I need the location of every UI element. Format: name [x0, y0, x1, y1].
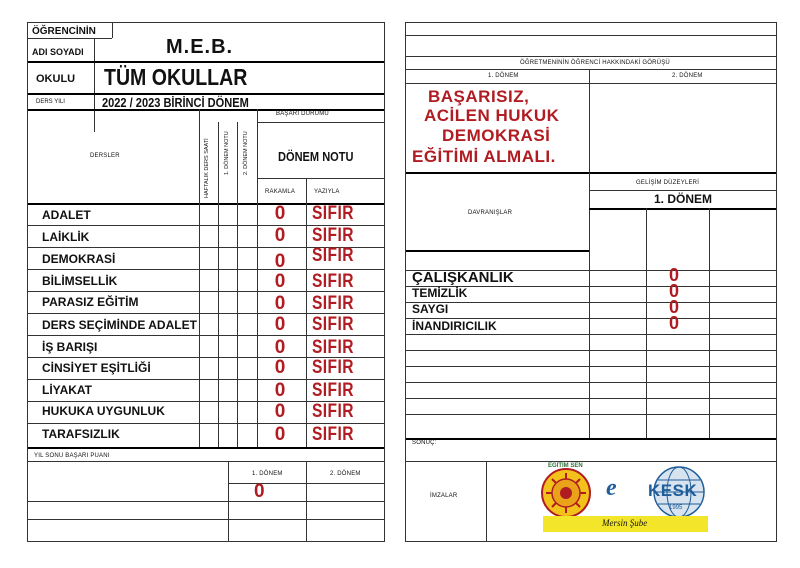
birinci-donem-notu-header: 1. DÖNEM NOTU — [224, 131, 230, 175]
divider — [406, 56, 776, 57]
adi-soyadi-label: ADI SOYADI — [32, 47, 84, 57]
divider — [406, 172, 776, 174]
course-yaziyla: SIFIR — [312, 203, 354, 224]
course-yaziyla: SIFIR — [312, 424, 354, 445]
course-rakamla: 0 — [274, 251, 286, 272]
course-rakamla: 0 — [274, 293, 286, 314]
course-name: LAİKLİK — [42, 230, 90, 244]
divider — [28, 461, 384, 462]
row-line — [406, 302, 776, 303]
course-rakamla: 0 — [274, 225, 286, 246]
row-line — [406, 414, 776, 415]
course-rakamla: 0 — [274, 401, 286, 422]
divider — [28, 519, 384, 520]
course-yaziyla: SIFIR — [312, 293, 354, 314]
divider — [257, 122, 384, 123]
divider — [646, 208, 647, 438]
row-line — [28, 447, 384, 449]
footer-ikinci-donem: 2. DÖNEM — [330, 471, 361, 477]
mersin-sube-text: Mersin Şube — [602, 518, 648, 528]
row-line — [406, 350, 776, 351]
behavior-value: 0 — [668, 297, 679, 317]
egitim-sen-logo-text: EĞİTİM SEN — [548, 463, 583, 469]
divider — [94, 38, 95, 132]
divider — [257, 178, 384, 179]
course-rakamla: 0 — [274, 380, 286, 401]
divider — [237, 122, 238, 447]
ders-yili-value: 2022 / 2023 BİRİNCİ DÖNEM — [102, 95, 249, 110]
imzalar-label: İMZALAR — [430, 493, 458, 499]
behavior-name: SAYGI — [412, 302, 449, 316]
gorus-birinci-donem: 1. DÖNEM — [488, 73, 519, 79]
course-yaziyla: SIFIR — [312, 357, 354, 378]
row-line — [28, 269, 384, 270]
divider — [589, 208, 776, 210]
divider — [28, 61, 384, 63]
divider — [486, 461, 487, 541]
kesk-logo-text: KESK — [648, 481, 698, 500]
divider — [406, 35, 776, 36]
davranislar-header: DAVRANIŞLAR — [468, 210, 513, 216]
course-rakamla: 0 — [274, 314, 286, 335]
gorus-line: DEMOKRASİ — [442, 126, 551, 145]
course-rakamla: 0 — [274, 271, 286, 292]
course-name: TARAFSIZLIK — [42, 427, 120, 441]
ogretmen-gorusu-header: ÖĞRETMENİNİN ÖĞRENCİ HAKKINDAKİ GÖRÜŞÜ — [520, 60, 670, 66]
behavior-value: 0 — [668, 265, 679, 285]
row-line — [406, 334, 776, 335]
course-name: HUKUKA UYGUNLUK — [42, 404, 165, 418]
divider — [228, 483, 384, 484]
row-line — [406, 398, 776, 399]
row-line — [406, 438, 776, 440]
divider — [406, 83, 776, 84]
course-yaziyla: SIFIR — [312, 314, 354, 335]
course-rakamla: 0 — [274, 357, 286, 378]
course-rakamla: 0 — [274, 337, 286, 358]
divider — [406, 461, 776, 462]
yil-sonu-value: 0 — [254, 481, 265, 502]
course-yaziyla: SIFIR — [312, 271, 354, 292]
sonuc-label: SONUÇ: — [412, 440, 437, 446]
gorus-line: EĞİTİMİ ALMALI. — [412, 147, 556, 166]
divider — [589, 69, 590, 172]
course-rakamla: 0 — [274, 203, 286, 224]
behavior-value: 0 — [668, 313, 679, 333]
course-name: DERS SEÇİMİNDE ADALET — [42, 318, 197, 332]
course-yaziyla: SIFIR — [312, 337, 354, 358]
dersler-header: DERSLER — [90, 153, 120, 159]
course-name: BİLİMSELLİK — [42, 274, 118, 288]
basari-durumu-label: BAŞARI DURUMU — [276, 111, 329, 117]
report-card-front — [27, 22, 385, 542]
divider — [199, 109, 200, 447]
course-yaziyla: SIFIR — [312, 380, 354, 401]
yil-sonu-basari-puani-label: YIL SONU BAŞARI PUANI — [34, 453, 110, 459]
divider — [28, 38, 112, 39]
gelisim-duzeyleri-header: GELİŞİM DÜZEYLERİ — [636, 180, 700, 186]
donem-notu-header: DÖNEM NOTU — [278, 149, 354, 164]
divider — [28, 501, 384, 502]
report-card-back — [405, 22, 777, 542]
divider — [406, 250, 589, 252]
course-yaziyla: SIFIR — [312, 225, 354, 246]
course-rakamla: 0 — [274, 424, 286, 445]
okulu-value: TÜM OKULLAR — [104, 64, 248, 90]
divider — [28, 109, 384, 111]
course-yaziyla: SIFIR — [312, 245, 354, 266]
row-line — [406, 382, 776, 383]
behavior-value: 0 — [668, 281, 679, 301]
kesk-globe-icon — [648, 465, 706, 519]
course-name: CİNSİYET EŞİTLİĞİ — [42, 361, 151, 375]
ogrencinin-label: ÖĞRENCİNİN — [32, 26, 96, 37]
gorus-line: ACİLEN HUKUK — [424, 106, 560, 125]
row-line — [406, 366, 776, 367]
egitim-sen-logo — [540, 463, 592, 523]
ikinci-donem-notu-header: 2. DÖNEM NOTU — [243, 131, 249, 175]
egitim-sen-emblem-icon — [540, 463, 592, 523]
course-name: PARASIZ EĞİTİM — [42, 295, 139, 309]
course-name: DEMOKRASİ — [42, 252, 116, 266]
course-name: LİYAKAT — [42, 383, 93, 397]
course-yaziyla: SIFIR — [312, 401, 354, 422]
gorus-ikinci-donem: 2. DÖNEM — [672, 73, 703, 79]
ders-yili-label: DERS YILI — [36, 99, 65, 105]
rakamla-header: RAKAMLA — [265, 189, 296, 195]
gelisim-donem: 1. DÖNEM — [654, 192, 713, 206]
divider — [112, 23, 113, 38]
divider — [709, 208, 710, 438]
course-name: ADALET — [42, 208, 91, 222]
gorus-line: BAŞARISIZ, — [428, 87, 530, 106]
footer-birinci-donem: 1. DÖNEM — [252, 471, 283, 477]
kesk-logo-year: 1995 — [669, 505, 683, 511]
divider — [257, 109, 258, 447]
haftalik-ders-saati-header: HAFTALIK DERS SAATİ — [204, 138, 210, 198]
course-name: İŞ BARIŞI — [42, 340, 98, 354]
behavior-name: TEMİZLİK — [412, 286, 468, 300]
divider — [406, 69, 776, 70]
divider — [218, 122, 219, 447]
behavior-name: İNANDIRICILIK — [412, 319, 497, 333]
behavior-name: ÇALIŞKANLIK — [412, 269, 514, 286]
divider — [589, 190, 776, 191]
okulu-label: OKULU — [36, 73, 76, 85]
e-logo-icon: e — [606, 475, 617, 501]
yaziyla-header: YAZIYLA — [314, 189, 340, 195]
adi-soyadi-value: M.E.B. — [166, 36, 234, 58]
